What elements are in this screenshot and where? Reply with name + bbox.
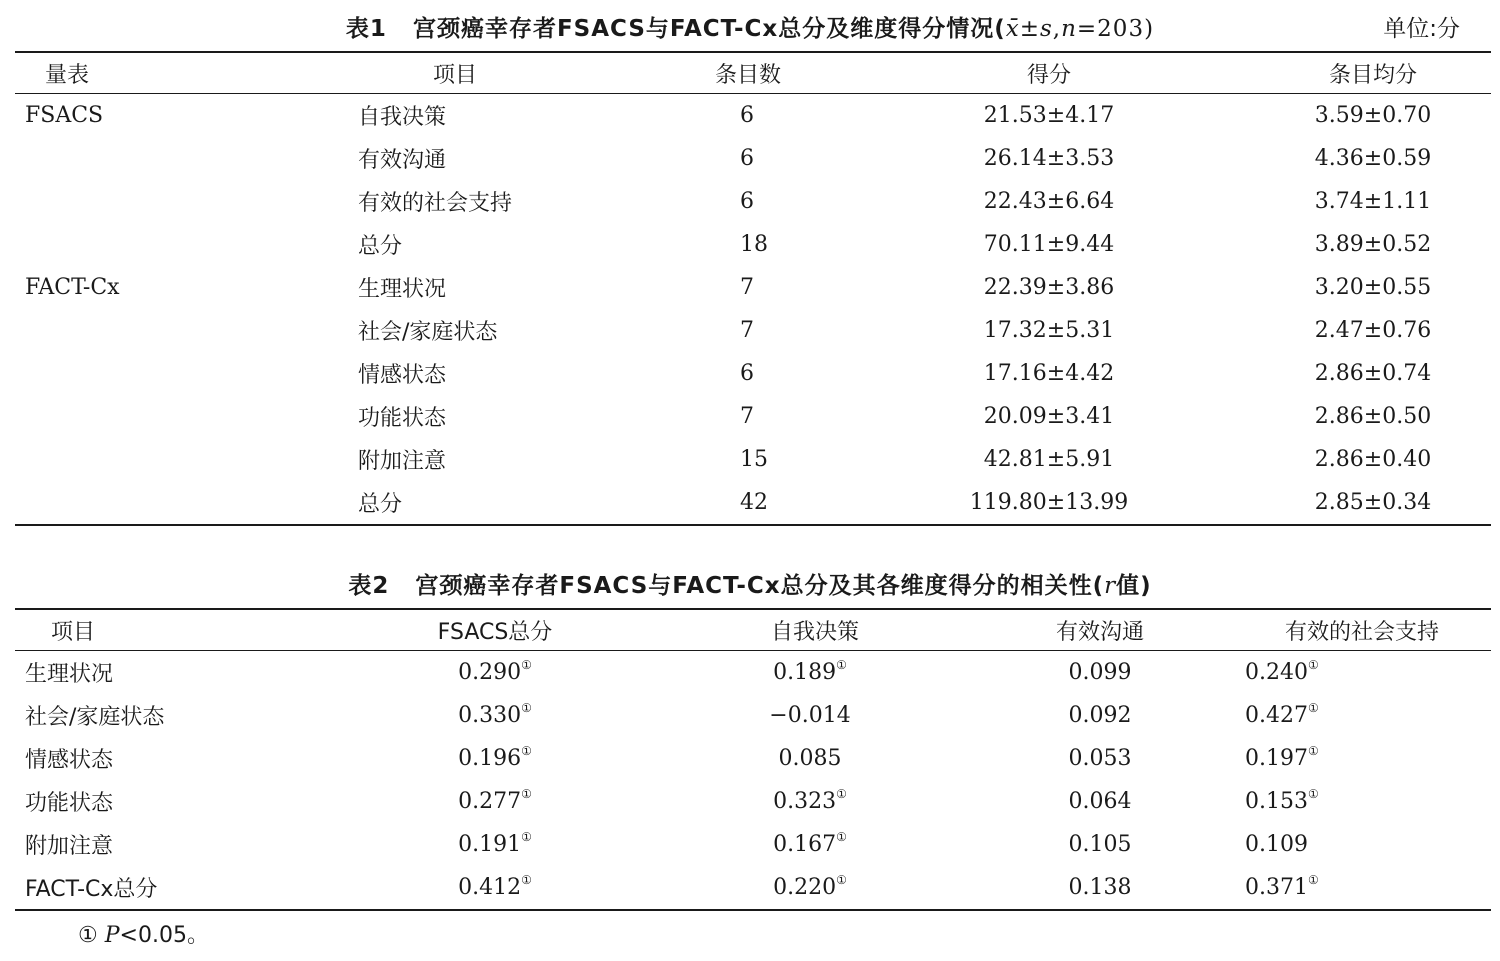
significance-mark: ① xyxy=(521,787,532,801)
table2-header-comm: 有效沟通 xyxy=(915,609,1285,651)
table1-cell-scale xyxy=(15,309,333,352)
table1-header-scale: 量表 xyxy=(15,52,333,94)
table1-title-post: =203) xyxy=(1076,16,1155,42)
significance-mark: ① xyxy=(521,701,532,715)
table1-cell-item: 总分 xyxy=(358,234,403,259)
table2-value: 0.412 xyxy=(458,875,522,900)
table2-cell-item: 社会/家庭状态 xyxy=(25,705,165,730)
table2-header-self: 自我决策 xyxy=(715,609,915,651)
table2-value: 0.053 xyxy=(1068,746,1132,771)
table2 xyxy=(15,608,1491,911)
table1-cell-mean: 2.86±0.40 xyxy=(1314,447,1432,472)
table-row xyxy=(15,223,1491,266)
table1-cell-mean: 3.74±1.11 xyxy=(1314,189,1432,214)
table1-header-mean: 条目均分 xyxy=(1175,52,1491,94)
table1-cell-count: 7 xyxy=(740,318,754,343)
table1-cell-item: 附加注意 xyxy=(358,449,447,474)
table-row xyxy=(15,651,1491,695)
table2-cell-fsacs xyxy=(275,866,715,910)
significance-mark: ① xyxy=(836,873,847,887)
table1-cell-count: 6 xyxy=(740,103,754,128)
table2-cell-support xyxy=(1245,737,1491,780)
table1-cell-score: 42.81±5.91 xyxy=(983,447,1115,472)
table2-cell-comm xyxy=(915,780,1285,823)
table-row xyxy=(15,266,1491,309)
table2-cell-item: FACT-Cx总分 xyxy=(15,866,275,910)
table2-value: 0.105 xyxy=(1068,832,1132,857)
table1-cell-score: 20.09±3.41 xyxy=(983,404,1115,429)
table2-value: 0.153 xyxy=(1245,789,1308,814)
significance-mark: ① xyxy=(521,830,532,844)
table2-cell-fsacs xyxy=(275,651,715,695)
table2-value: 0.240 xyxy=(1245,660,1308,685)
table1-cell-mean: 4.36±0.59 xyxy=(1314,146,1432,171)
table1-cell-count: 7 xyxy=(740,275,754,300)
table2-cell-item: 附加注意 xyxy=(25,834,114,859)
table1 xyxy=(15,51,1491,526)
table2-header-support: 有效的社会支持 xyxy=(1285,609,1491,651)
table1-cell-count: 42 xyxy=(595,481,923,525)
table1-cell-count: 6 xyxy=(740,361,754,386)
table1-cell-score: 17.16±4.42 xyxy=(983,361,1115,386)
table1-header-count: 条目数 xyxy=(595,52,923,94)
table1-cell-scale xyxy=(15,352,333,395)
table1-cell-item: 自我决策 xyxy=(358,105,447,130)
table1-cell-mean: 3.59±0.70 xyxy=(1314,103,1432,128)
table-row xyxy=(15,137,1491,180)
table2-title-var: r xyxy=(1104,573,1117,599)
table2-value: 0.290 xyxy=(458,660,522,685)
table1-title-stat: x̄±s xyxy=(1005,16,1053,42)
table2-cell-fsacs xyxy=(275,780,715,823)
table2-cell-item: 功能状态 xyxy=(25,791,114,816)
table2-value: 0.064 xyxy=(1068,789,1132,814)
table1-cell-scale xyxy=(15,223,333,266)
table1-cell-score: 22.43±6.64 xyxy=(983,189,1115,214)
table-row xyxy=(15,438,1491,481)
table2-cell-item: 生理状况 xyxy=(25,662,114,687)
table2-cell-self xyxy=(715,737,915,780)
table1-cell-scale xyxy=(15,137,333,180)
footnote-p: P xyxy=(104,923,120,948)
table1-cell-item: 有效的社会支持 xyxy=(358,191,513,216)
table1-cell-score: 21.53±4.17 xyxy=(983,103,1115,128)
table-row xyxy=(15,352,1491,395)
significance-mark: ① xyxy=(836,830,847,844)
table1-cell-mean: 3.20±0.55 xyxy=(1314,275,1432,300)
table1-cell-score: 70.11±9.44 xyxy=(983,232,1115,257)
table2-cell-item: 情感状态 xyxy=(25,748,114,773)
table1-header-score: 得分 xyxy=(923,52,1175,94)
table2-cell-support xyxy=(1245,866,1491,910)
significance-mark: ① xyxy=(836,658,847,672)
table2-cell-comm xyxy=(915,737,1285,780)
table1-cell-item: 生理状况 xyxy=(358,277,447,302)
table2-cell-support xyxy=(1245,823,1491,866)
table1-cell-item: 情感状态 xyxy=(358,363,447,388)
table2-value: 0.427 xyxy=(1245,703,1308,728)
table2-cell-self xyxy=(715,694,915,737)
table2-cell-self xyxy=(715,866,915,910)
table-row xyxy=(15,309,1491,352)
table1-cell-item: 社会/家庭状态 xyxy=(358,320,498,345)
table2-number: 表2 xyxy=(348,573,390,599)
table1-cell-scale xyxy=(15,180,333,223)
table2-value: 0.189 xyxy=(773,660,837,685)
table2-cell-support xyxy=(1245,694,1491,737)
table1-cell-score: 119.80±13.99 xyxy=(923,481,1175,525)
table2-cell-fsacs xyxy=(275,737,715,780)
significance-mark: ① xyxy=(521,873,532,887)
footnote-mark: ① xyxy=(78,923,98,948)
table2-title: 宫颈癌幸存者FSACS与FACT-Cx总分及其各维度得分的相关性( xyxy=(415,573,1105,599)
table1-cell-scale: FSACS xyxy=(25,103,104,128)
table2-value: 0.138 xyxy=(1068,875,1132,900)
table2-cell-comm xyxy=(915,823,1285,866)
table2-cell-comm xyxy=(915,694,1285,737)
table1-unit: 单位:分 xyxy=(1383,16,1460,42)
table1-cell-item: 功能状态 xyxy=(358,406,447,431)
table-row xyxy=(15,780,1491,823)
table1-header-row xyxy=(15,52,1491,94)
table1-cell-item: 有效沟通 xyxy=(358,148,447,173)
table2-value: 0.197 xyxy=(1245,746,1308,771)
table-row xyxy=(15,395,1491,438)
table1-cell-mean: 2.85±0.34 xyxy=(1175,481,1491,525)
significance-mark: ① xyxy=(521,658,532,672)
table2-cell-comm xyxy=(915,866,1285,910)
significance-mark: ① xyxy=(1307,658,1319,672)
table2-title-post: 值) xyxy=(1116,573,1152,599)
table1-title-n: n xyxy=(1061,16,1077,42)
table2-cell-support xyxy=(1245,651,1491,695)
table1-cell-mean: 2.47±0.76 xyxy=(1314,318,1432,343)
table2-value: 0.085 xyxy=(778,746,842,771)
table1-cell-count: 18 xyxy=(740,232,768,257)
table2-header-item: 项目 xyxy=(15,609,275,651)
significance-mark: ① xyxy=(1307,787,1319,801)
table2-cell-self xyxy=(715,823,915,866)
table1-cell-mean: 2.86±0.50 xyxy=(1314,404,1432,429)
significance-mark: ① xyxy=(521,744,532,758)
table1-cell-count: 7 xyxy=(740,404,754,429)
table-row xyxy=(15,481,1491,525)
table1-cell-mean: 3.89±0.52 xyxy=(1314,232,1432,257)
table2-value: 0.092 xyxy=(1068,703,1132,728)
table1-cell-scale: FACT-Cx xyxy=(25,275,120,300)
table2-value: 0.371 xyxy=(1245,875,1308,900)
table1-cell-item: 总分 xyxy=(333,481,595,525)
table1-header-item: 项目 xyxy=(333,52,595,94)
table2-value: −0.014 xyxy=(769,703,851,728)
footnote-text: <0.05。 xyxy=(119,923,209,948)
table1-cell-scale xyxy=(15,438,333,481)
significance-mark: ① xyxy=(1307,873,1319,887)
table2-header-fsacs: FSACS总分 xyxy=(275,609,715,651)
significance-mark: ① xyxy=(1307,744,1319,758)
table2-header-row xyxy=(15,609,1491,651)
table2-cell-self xyxy=(715,651,915,695)
table2-value: 0.196 xyxy=(458,746,522,771)
table-row xyxy=(15,94,1491,138)
table1-cell-scale xyxy=(15,481,333,525)
table1-cell-count: 6 xyxy=(740,189,754,214)
table1-cell-count: 6 xyxy=(740,146,754,171)
table-row xyxy=(15,737,1491,780)
table2-value: 0.220 xyxy=(773,875,837,900)
table2-cell-fsacs xyxy=(275,694,715,737)
table1-title-sep: , xyxy=(1052,16,1062,42)
table1-cell-score: 17.32±5.31 xyxy=(983,318,1115,343)
table1-number: 表1 xyxy=(345,16,387,42)
significance-mark: ① xyxy=(836,787,847,801)
table2-footnote xyxy=(78,918,209,949)
table-row xyxy=(15,694,1491,737)
table1-cell-score: 26.14±3.53 xyxy=(983,146,1115,171)
table2-value: 0.323 xyxy=(773,789,837,814)
table2-value: 0.277 xyxy=(458,789,522,814)
table2-caption xyxy=(0,567,1500,600)
table2-cell-comm xyxy=(915,651,1285,695)
table-row xyxy=(15,180,1491,223)
table-row xyxy=(15,823,1491,866)
table1-cell-mean: 2.86±0.74 xyxy=(1314,361,1432,386)
table2-value: 0.167 xyxy=(773,832,837,857)
significance-mark: ① xyxy=(1307,701,1319,715)
table1-title: 宫颈癌幸存者FSACS与FACT-Cx总分及维度得分情况( xyxy=(412,16,1006,42)
table2-value: 0.109 xyxy=(1245,832,1308,857)
table2-cell-support xyxy=(1245,780,1491,823)
table2-cell-self xyxy=(715,780,915,823)
table1-caption xyxy=(0,10,1500,43)
table1-cell-scale xyxy=(15,395,333,438)
table2-value: 0.191 xyxy=(458,832,522,857)
table2-value: 0.099 xyxy=(1068,660,1132,685)
table2-value: 0.330 xyxy=(458,703,522,728)
table1-cell-count: 15 xyxy=(740,447,768,472)
table1-cell-score: 22.39±3.86 xyxy=(983,275,1115,300)
table2-cell-fsacs xyxy=(275,823,715,866)
table-row xyxy=(15,866,1491,910)
